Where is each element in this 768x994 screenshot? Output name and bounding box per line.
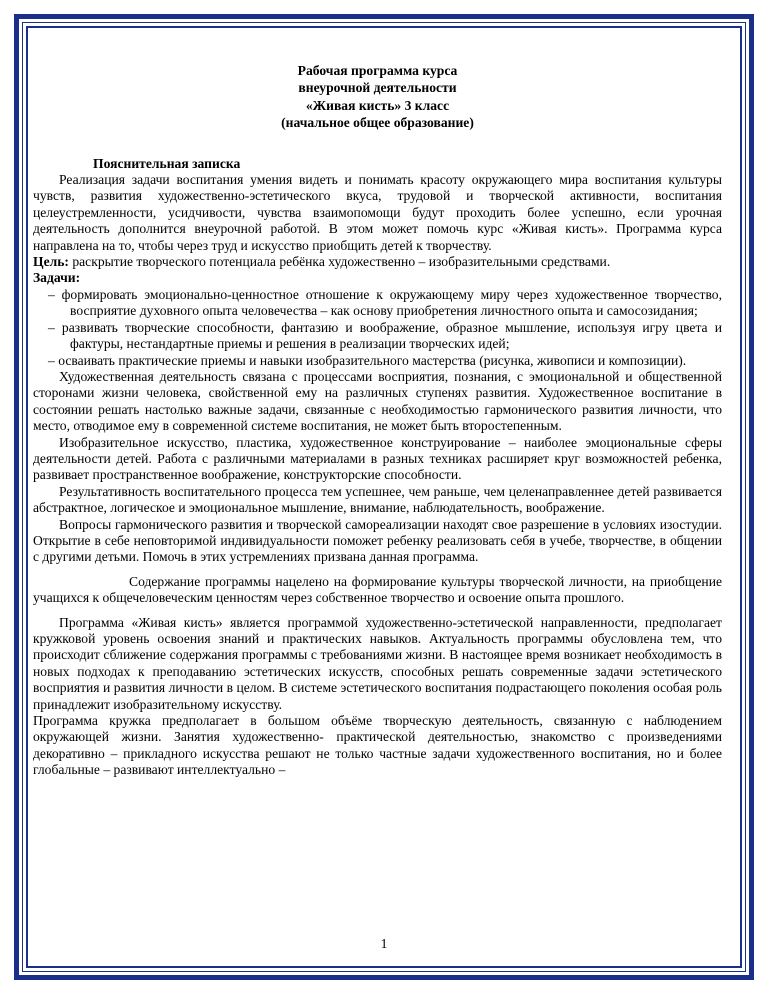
document-title [33,62,722,132]
paragraph-club-program: Программа кружка предполагает в большом объёме творческую деятельность, связанную с наблюдением окружающей жизни. Занятия художественно- практической деятельностью, знакомство с произведениями декоративно – прикладного искусства решают не только частные задачи художественного воспитания, но и более глобальные – развивают интеллектуально – [33,713,722,778]
list-item: – осваивать практические приемы и навыки изобразительного мастерства (рисунка, живописи и композиции). [48,352,687,368]
goal-label: Цель: [33,254,69,270]
paragraph-program-content: Содержание программы нацелено на формирование культуры творческой личности, на приобщение учащихся к общечеловеческим ценностям через собственное творчество и освоение опыта прошлого. [33,573,722,606]
title-line-1: Рабочая программа курса [297,63,458,78]
list-item: – формировать эмоционально-ценностное отношение к окружающему миру через художественное творчество, восприятие духовного опыта человечества – как основу приобретения личностного опыта и самосозидания; [48,286,722,319]
tasks-label: Задачи: [33,270,81,286]
section-title: Пояснительная записка [93,155,241,171]
paragraph-fine-art: Изобразительное искусство, пластика, художественное конструирование – наиболее эмоциональные сферы деятельности детей. Работа с различными материалами в разных техниках расширяет круг возможностей ребенка, развивает пространственное воображение, конструкторские способности. [33,434,722,483]
list-item: – развивать творческие способности, фантазию и воображение, образное мышление, используя игру цвета и фактуры, нестандартные приемы и решения в реализации творческих идей; [48,319,722,352]
goal-text: раскрытие творческого потенциала ребёнка художественно – изобразительными средствами. [68,254,611,270]
title-line-4: (начальное общее образование) [281,115,474,131]
tasks-list [33,287,722,369]
paragraph-harmonic-development: Вопросы гармонического развития и творческой самореализации находят свое разрешение в условиях изостудии. Открытие в себе неповторимой индивидуальности поможет ребенку реализовать себя в учебе, творчестве, в общении с другими детьми. Помочь в этих устремлениях призвана данная программа. [33,516,722,565]
paragraph-effectiveness: Результативность воспитательного процесса тем успешнее, чем раньше, чем целенаправленнее детей развивается абстрактное, логическое и эмоциональное мышление, внимание, наблюдательность, воображение. [33,483,722,516]
title-line-2: внеурочной деятельности [298,80,457,96]
page-number: 1 [380,936,388,951]
paragraph-art-activity: Художественная деятельность связана с процессами восприятия, познания, с эмоциональной и общественной сторонами жизни человека, свойственной ему на различных ступенях развития. Художественное воспитание в состоянии решать настолько важные задачи, связанные с необходимостью гармонического развития личности, что место, отводимое ему в современной системе воспитания, не может быть второстепенным. [33,368,722,434]
paragraph-intro: Реализация задачи воспитания умения видеть и понимать красоту окружающего мира воспитания культуры чувств, развития художественно-эстетического вкуса, трудовой и творческой активности, воспитания целеустремленности, усидчивости, чувства взаимопомощи будут проходить более успешно, если урочная деятельность дополнится внеурочной работой. В этом может помочь курс «Живая кисть». Программа курса направлена на то, чтобы через труд и искусство приобщить детей к творчеству. [33,172,722,253]
goal-paragraph [33,254,722,270]
title-line-3: «Живая кисть» 3 класс [305,97,450,113]
document-page [33,62,722,779]
paragraph-program-description: Программа «Живая кисть» является программой художественно-эстетической направленности, предполагает кружковой уровень освоения знаний и практических навыков. Актуальность программы обусловлена тем, что происходит сближение содержания программы с требованиями жизни. В настоящее время возникает необходимость в новых подходах к преподаванию эстетических искусств, способных решать современные задачи эстетического восприятия и развития личности в целом. В системе эстетического воспитания подрастающего поколения особая роль принадлежит изобразительному искусству. [33,614,722,712]
